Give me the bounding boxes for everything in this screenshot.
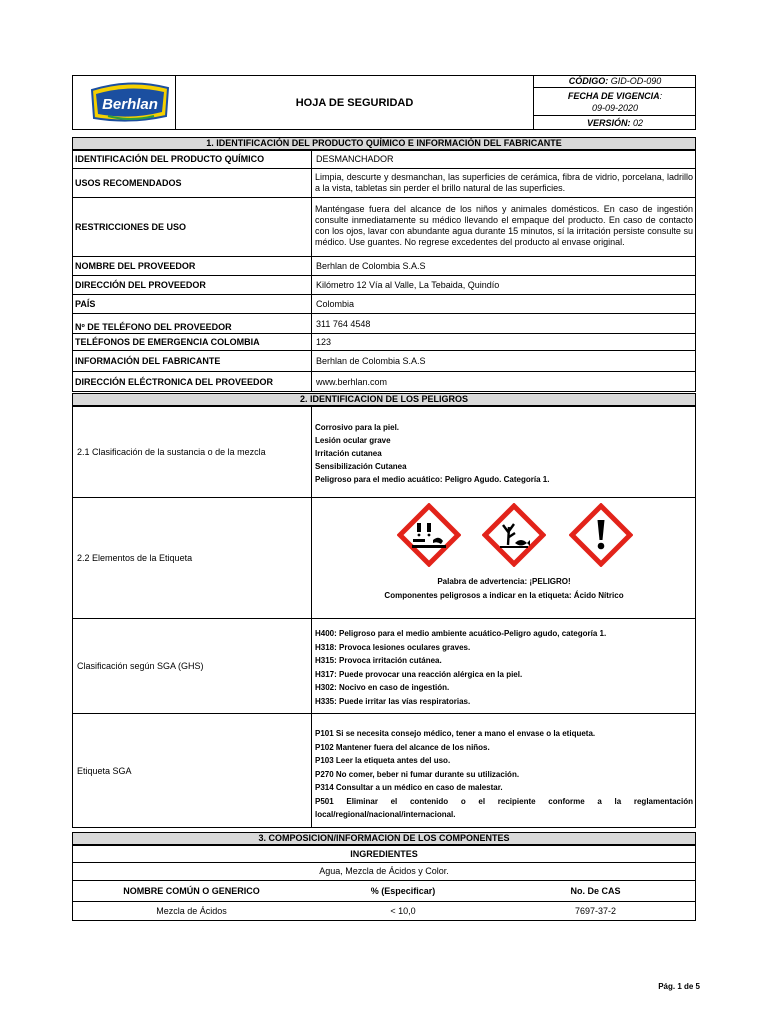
table-cell-porcentaje: < 10,0 [390,906,416,916]
column-header-porcentaje: % (Especificar) [370,886,436,896]
row-value-proveedor: Berhlan de Colombia S.A.S [316,261,426,271]
row-label-usos: USOS RECOMENDADOS [75,178,182,188]
environment-icon [482,503,546,567]
table-cell-cas: 7697-37-2 [574,906,617,916]
row-label-producto: IDENTIFICACIÓN DEL PRODUCTO QUÍMICO [75,154,265,164]
row-label-fabricante: INFORMACIÓN DEL FABRICANTE [75,356,221,366]
version-cell: VERSIÓN: 02 [586,118,644,128]
vigencia-value: 09-09-2020 [591,103,639,113]
vigencia-label: FECHA DE VIGENCIA [567,91,660,101]
section1-title: 1. IDENTIFICACIÓN DEL PRODUCTO QUÍMICO E INFORMACIÓN DEL FABRICANTE [72,137,696,150]
corrosion-icon [397,503,461,567]
ingredientes-title: INGREDIENTES [350,849,418,859]
p-statement: P314 Consultar a un médico en caso de malestar. [315,783,503,792]
row-label-web: DIRECCIÓN ELÉCTRONICA DEL PROVEEDOR [75,377,274,387]
componentes-peligrosos: Componentes peligrosos a indicar en la etiqueta: Ácido Nítrico [384,591,624,600]
clasificacion-item: Irritación cutanea [315,449,382,458]
p-statement: P270 No comer, beber ni fumar durante su utilización. [315,769,520,779]
section2-column-divider [311,406,312,828]
column-header-nombre: NOMBRE COMÚN O GENERICO [123,886,260,896]
codigo-label: CÓDIGO [568,76,606,86]
section3-title: 3. COMPOSICION/INFORMACION DE LOS COMPONENTES [72,832,696,845]
row-label-proveedor: NOMBRE DEL PROVEEDOR [75,261,196,271]
ingredientes-value: Agua, Mezcla de Ácidos y Color. [319,866,449,876]
p-statement: P102 Mantener fuera del alcance de los niños. [315,742,490,752]
row-value-emergencia: 123 [316,337,332,347]
etiqueta-label: Etiqueta SGA [77,766,132,776]
row-label-direccion: DIRECCIÓN DEL PROVEEDOR [75,280,206,290]
row-value-direccion: Kilómetro 12 Vía al Valle, La Tebaida, Quindío [316,280,500,290]
column-header-cas: No. De CAS [570,886,621,896]
h-statement: H335: Puede irritar las vías respiratorias. [315,696,471,706]
p-statement: P101 Si se necesita consejo médico, tener a mano el envase o la etiqueta. [315,729,596,738]
h-statement: H318: Provoca lesiones oculares graves. [315,642,471,652]
row-label-restricciones: RESTRICCIONES DE USO [75,222,187,232]
palabra-advertencia: Palabra de advertencia: ¡PELIGRO! [437,577,571,586]
clasificacion-label: 2.1 Clasificación de la sustancia o de la mezcla [77,447,266,457]
row-value-pais: Colombia [316,299,355,309]
row-label-emergencia: TELÉFONOS DE EMERGENCIA COLOMBIA [75,337,260,347]
row-value-producto: DESMANCHADOR [316,154,394,164]
section2-title: 2. IDENTIFICACION DE LOS PELIGROS [72,393,696,406]
clasificacion-item: Peligroso para el medio acuático: Peligro Agudo. Categoría 1. [315,475,550,484]
document-title: HOJA DE SEGURIDAD [295,96,414,109]
row-label-pais: PAÍS [75,299,96,309]
h-statements [315,627,693,711]
brand-logo [88,80,172,124]
vigencia-cell: FECHA DE VIGENCIA: 09-09-2020 [534,88,696,116]
table-cell-nombre: Mezcla de Ácidos [156,906,227,916]
row-value-web: www.berhlan.com [316,377,388,387]
row-value-fabricante: Berhlan de Colombia S.A.S [316,356,426,366]
ghs-label: Clasificación según SGA (GHS) [77,661,204,671]
clasificacion-item: Sensibilización Cutanea [315,462,407,471]
version-label: VERSIÓN [586,118,628,128]
p-statement: P501 Eliminar el contenido o el recipiente conforme a la reglamentación local/regional/nacional/internacional. [315,796,693,819]
elementos-label: 2.2 Elementos de la Etiqueta [77,553,193,563]
h-statement: H302: Nocivo en caso de ingestión. [315,683,450,692]
brand-name: Berhlan [102,96,158,113]
clasificacion-list [315,421,693,487]
page-number: Pág. 1 de 5 [658,982,700,991]
row-value-usos: Limpia, descurte y desmanchan, las superficies de cerámica, fibra de vidrio, porcelana, ladrillo a la vista, tabletas sin perder el brillo natural de las superficies. [315,172,693,193]
p-statements [315,727,693,823]
h-statement: H317: Puede provocar una reacción alérgica en la piel. [315,669,523,679]
p-statement: P103 Leer la etiqueta antes del uso. [315,756,451,765]
row-label-telefono: Nº DE TELÉFONO DEL PROVEEDOR [75,322,232,332]
row-value-restricciones: Manténgase fuera del alcance de los niños y animales domésticos. En caso de ingestión consulte inmediatamente su médico llevando el empaque del producto. En caso de contacto con los ojos, lavar con abundante agua durante 15 minutos, sí la irritación persiste consulte su médico. Use guantes. No regrese excedentes del producto al envase original. [315,204,693,247]
clasificacion-item: Lesión ocular grave [315,436,391,445]
h-statement: H315: Provoca irritación cutánea. [315,656,442,665]
clasificacion-item: Corrosivo para la piel. [315,423,400,432]
h-statement: H400: Peligroso para el medio ambiente acuático-Peligro agudo, categoría 1. [315,629,607,638]
version-value: 02 [633,118,644,128]
exclamation-icon [569,503,633,567]
row-value-telefono: 311 764 4548 [316,318,371,329]
codigo-cell: CÓDIGO: GID-OD-090 [534,75,696,88]
codigo-value: GID-OD-090 [610,76,662,86]
